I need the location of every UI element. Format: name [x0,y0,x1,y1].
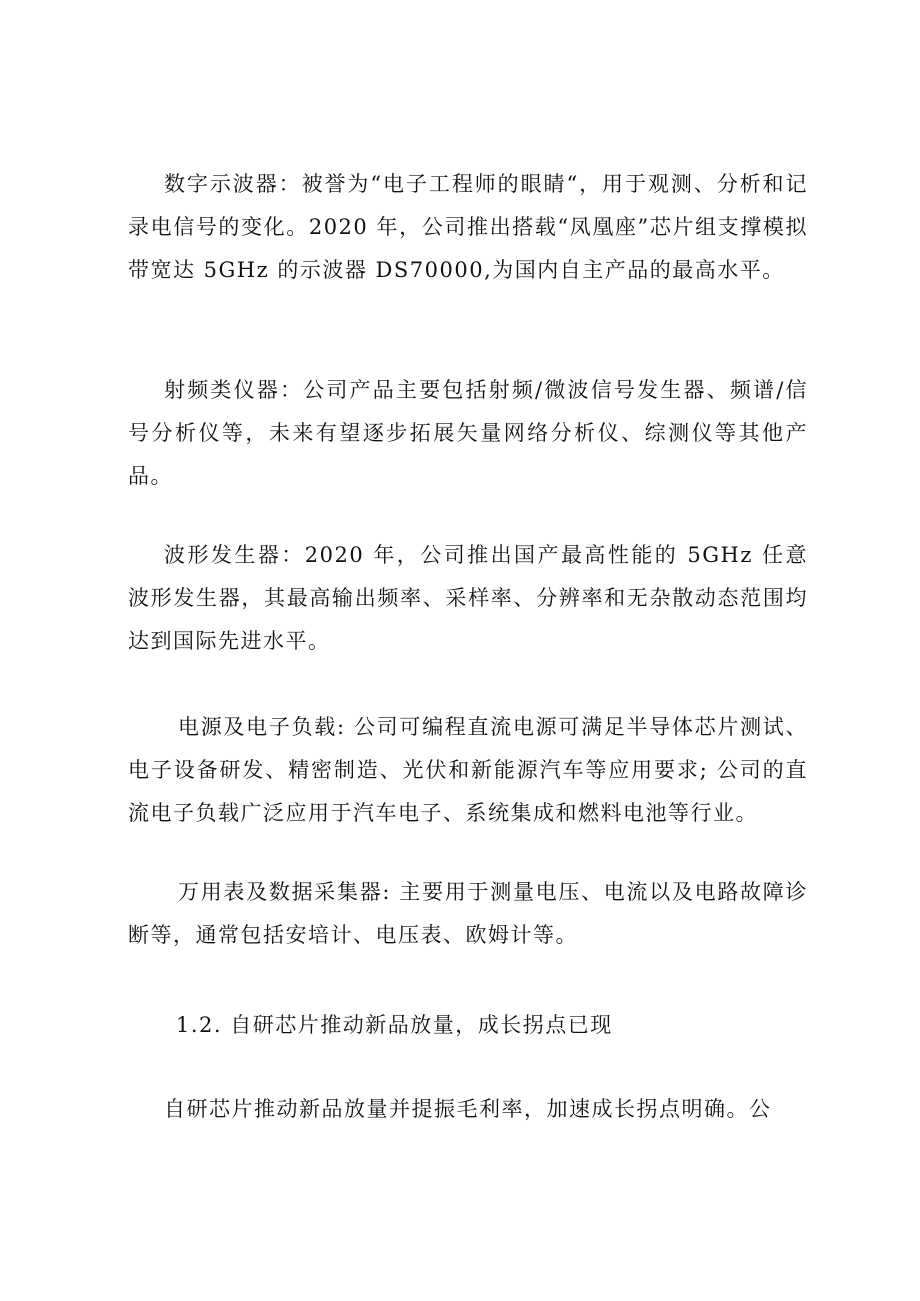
paragraph-oscilloscope: 数字示波器：被誉为“电子工程师的眼睛“，用于观测、分析和记录电信号的变化。2020 年，公司推出搭载“凤凰座”芯片组支撑模拟带宽达 5GHz 的示波器 DS70000,为国内自主产品的最高水平。 [128,172,808,282]
paragraph-chip: 自研芯片推动新品放量并提振毛利率，加速成长拐点明确。公 [164,1097,772,1121]
paragraph-rf-instruments: 射频类仪器：公司产品主要包括射频/微波信号发生器、频谱/信号分析仪等，未来有望逐步拓展矢量网络分析仪、综测仪等其他产品。 [128,378,808,488]
paragraph-waveform-generator: 波形发生器：2020 年，公司推出国产最高性能的 5GHz 任意波形发生器，其最高输出频率、采样率、分辨率和无杂散动态范围均达到国际先进水平。 [128,543,808,653]
section-heading: 1.2. 自研芯片推动新品放量，成长拐点已现 [176,1013,613,1037]
paragraph-power-supply: 电源及电子负载: 公司可编程直流电源可满足半导体芯片测试、电子设备研发、精密制造、光伏和新能源汽车等应用要求; 公司的直流电子负载广泛应用于汽车电子、系统集成和燃料电池等行业。 [128,715,808,825]
paragraph-multimeter: 万用表及数据采集器: 主要用于测量电压、电流以及电路故障诊断等，通常包括安培计、电压表、欧姆计等。 [128,880,808,947]
